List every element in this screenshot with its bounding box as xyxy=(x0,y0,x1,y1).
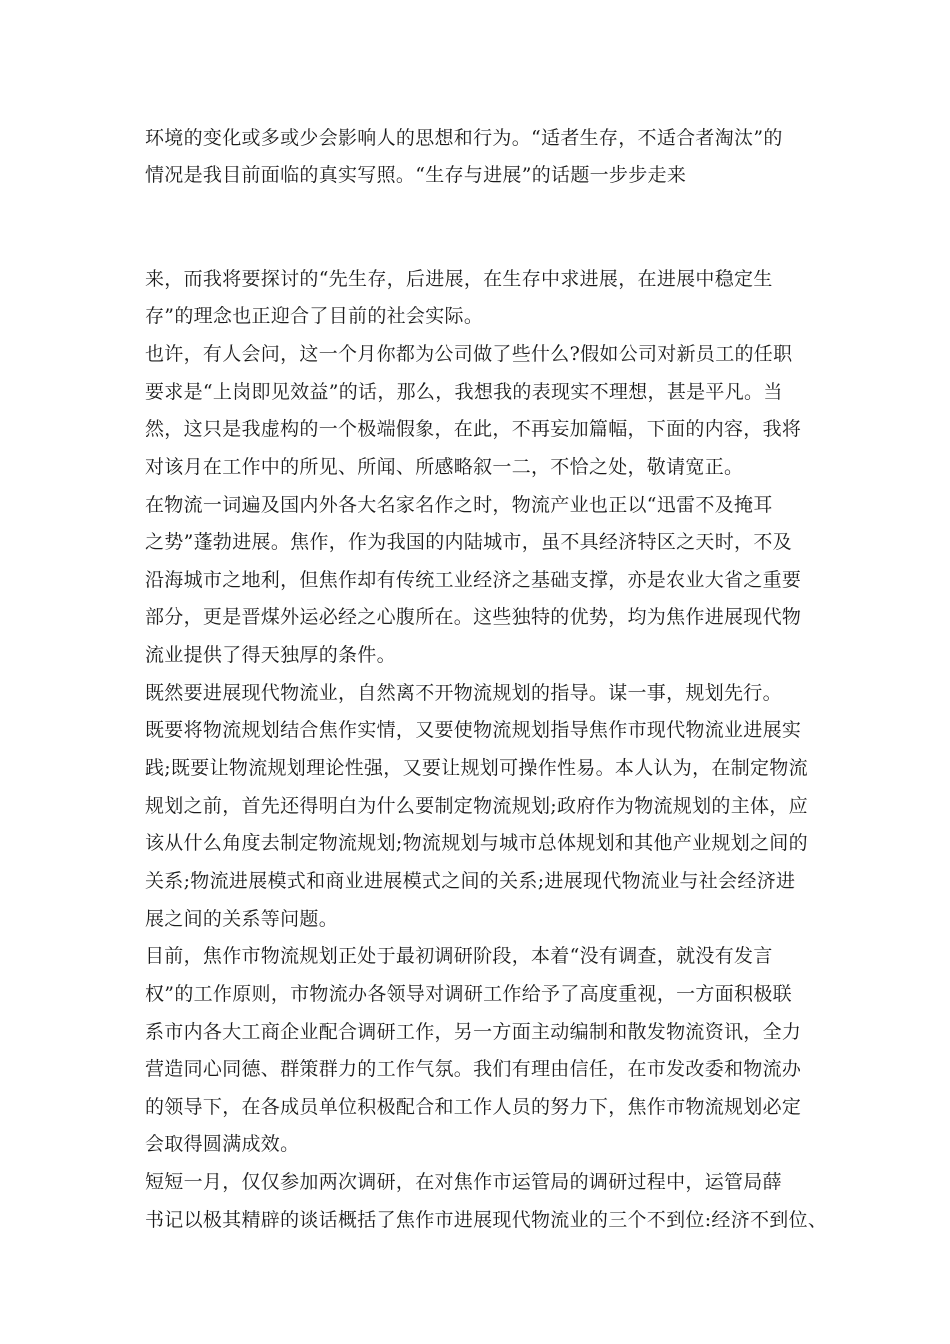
text-line: 沿海城市之地利，但焦作却有传统工业经济之基础支撑，亦是农业大省之重要 xyxy=(145,569,802,591)
text-line: 关系;物流进展模式和商业进展模式之间的关系;进展现代物流业与社会经济进 xyxy=(145,870,796,892)
text-line: 该从什么角度去制定物流规划;物流规划与城市总体规划和其他产业规划之间的 xyxy=(145,832,808,854)
text-line: 部分，更是晋煤外运必经之心腹所在。这些独特的优势，均为焦作进展现代物 xyxy=(145,606,802,628)
text-line: 目前，焦作市物流规划正处于最初调研阶段，本着“没有调查，就没有发言 xyxy=(145,945,773,967)
text-line: 然，这只是我虚构的一个极端假象，在此，不再妄加篇幅，下面的内容，我将 xyxy=(145,418,802,440)
text-line: 会取得圆满成效。 xyxy=(145,1133,300,1155)
text-line: 也许，有人会问，这一个月你都为公司做了些什么?假如公司对新员工的任职 xyxy=(145,343,793,365)
text-line: 的领导下，在各成员单位积极配合和工作人员的努力下，焦作市物流规划必定 xyxy=(145,1096,802,1118)
text-line: 对该月在工作中的所见、所闻、所感略叙一二，不恰之处，敬请宽正。 xyxy=(145,456,744,478)
text-line: 营造同心同德、群策群力的工作气氛。我们有理由信任，在市发改委和物流办 xyxy=(145,1058,802,1080)
text-line: 短短一月，仅仅参加两次调研，在对焦作市运管局的调研过程中，运管局薛 xyxy=(145,1171,782,1193)
text-line: 权”的工作原则，市物流办各领导对调研工作给予了高度重视，一方面积极联 xyxy=(145,983,792,1005)
text-line: 流业提供了得天独厚的条件。 xyxy=(145,644,396,666)
text-line: 规划之前，首先还得明白为什么要制定物流规划;政府作为物流规划的主体，应 xyxy=(145,795,808,817)
text-line: 既然要进展现代物流业，自然离不开物流规划的指导。谋一事，规划先行。 xyxy=(145,682,782,704)
text-line: 环境的变化或多或少会影响人的思想和行为。“适者生存，不适合者淘汰”的 xyxy=(145,127,783,149)
text-line: 书记以极其精辟的谈话概括了焦作市进展现代物流业的三个不到位:经济不到位、 xyxy=(145,1209,828,1231)
text-line: 情况是我目前面临的真实写照。“生存与进展”的话题一步步走来 xyxy=(145,164,687,186)
text-line: 来，而我将要探讨的“先生存，后进展，在生存中求进展，在进展中稳定生 xyxy=(145,268,773,290)
text-line: 要求是“上岗即见效益”的话，那么，我想我的表现实不理想，甚是平凡。当 xyxy=(145,381,783,403)
text-line: 在物流一词遍及国内外各大名家名作之时，物流产业也正以“迅雷不及掩耳 xyxy=(145,494,773,516)
text-line: 践;既要让物流规划理论性强，又要让规划可操作性易。本人认为，在制定物流 xyxy=(145,757,808,779)
text-line: 系市内各大工商企业配合调研工作，另一方面主动编制和散发物流资讯，全力 xyxy=(145,1021,802,1043)
text-line: 展之间的关系等问题。 xyxy=(145,908,339,930)
text-line: 存”的理念也正迎合了目前的社会实际。 xyxy=(145,305,484,327)
text-line: 之势”蓬勃进展。焦作，作为我国的内陆城市，虽不具经济特区之天时，不及 xyxy=(145,531,792,553)
text-line: 既要将物流规划结合焦作实情，又要使物流规划指导焦作市现代物流业进展实 xyxy=(145,719,802,741)
